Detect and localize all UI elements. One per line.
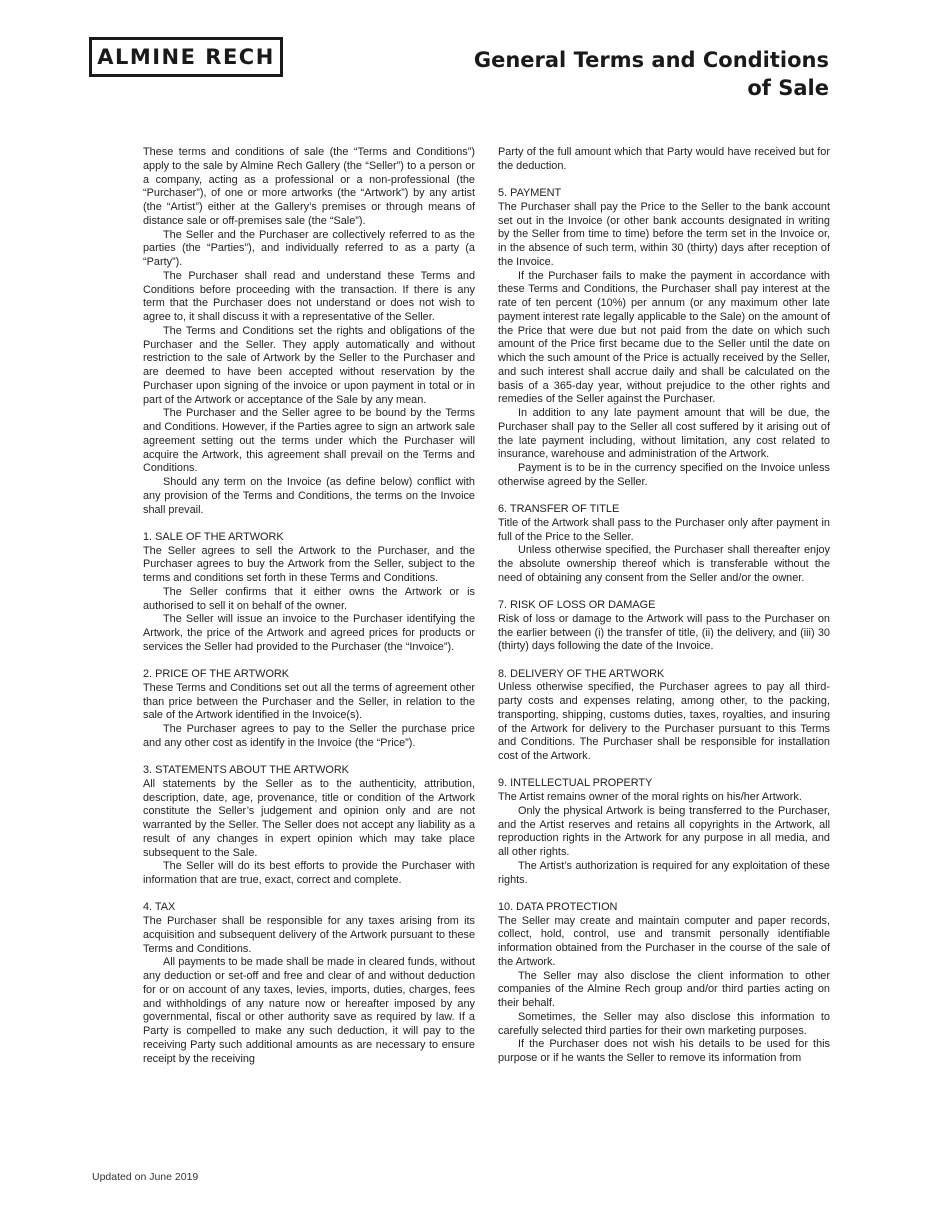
section-paragraph: All payments to be made shall be made in cleared funds, without any deduction or set-off and free and clear of and without deduction for or on account of any taxes, levies, imports, duties, charges, fees and withholdings of any nature now or hereafter imposed by any governmental, fiscal or other authority save as required by law. If a Party is compelled to make any such deduction, it will pay to the receiving Party such additional amounts as are necessary to ensure receipt by the receiving bbox=[143, 956, 475, 1065]
section-paragraph: The Seller may also disclose the client information to other companies of the Almine Rech group and/or third parties acting on their behalf. bbox=[498, 969, 830, 1009]
section-paragraph: The Seller will do its best efforts to provide the Purchaser with information that are true, exact, correct and complete. bbox=[143, 860, 475, 886]
section-paragraph: If the Purchaser fails to make the payment in accordance with these Terms and Conditions, the Purchaser shall pay interest at the rate of ten percent (10%) per annum (or any maximum other late payment interest rate legally applicable to the Sale) on the amount of the Price that were due but not paid from the date on which such amount of the Price first became due to the Seller until the date on which the such amount of the Price is actually received by the Seller, and such interest shall accrue daily and shall be calculated on the basis of a 365-day year, without prejudice to the other rights and remedies of the Seller against the Purchaser. bbox=[498, 269, 830, 406]
intro-paragraph: The Purchaser and the Seller agree to be bound by the Terms and Conditions. However, if the Parties agree to sign an artwork sale agreement setting out the terms under which the Purchaser will acquire the Artwork, this agreement shall prevail on the Terms and Conditions. bbox=[143, 407, 475, 475]
page-title bbox=[474, 46, 829, 102]
section-heading-transfer: 6. TRANSFER OF TITLE bbox=[498, 503, 620, 515]
section-paragraph: Risk of loss or damage to the Artwork will pass to the Purchaser on the earlier between (i) the transfer of title, (ii) the delivery, and (iii) 30 (thirty) days following the date of the Invoice. bbox=[498, 612, 830, 653]
section-paragraph: All statements by the Seller as to the authenticity, attribution, description, date, age, provenance, title or condition of the Artwork constitute the Seller’s judgement and opinion only and are not warranted by the Seller. The Seller does not accept any liability as a result of any changes in expert opinion which may take place subsequent to the Sale. bbox=[143, 777, 475, 859]
section-paragraph: The Artist remains owner of the moral rights on his/her Artwork. bbox=[498, 791, 802, 803]
section-paragraph: In addition to any late payment amount that will be due, the Purchaser shall pay to the Seller all cost suffered by it arising out of the late payment including, without limitation, any cost related to insurance, warehouse and administration of the Artwork. bbox=[498, 407, 830, 461]
section-paragraph: The Seller agrees to sell the Artwork to the Purchaser, and the Purchaser agrees to buy the Artwork from the Seller, subject to the terms and conditions set forth in these Terms and Conditions. bbox=[143, 544, 475, 584]
section-heading-tax: 4. TAX bbox=[143, 901, 176, 914]
footer-updated: Updated on June 2019 bbox=[92, 1171, 199, 1183]
section-heading-ip: 9. INTELLECTUAL PROPERTY bbox=[498, 777, 653, 790]
section-paragraph: The Purchaser shall be responsible for any taxes arising from its acquisition and subsequent delivery of the Artwork pursuant to these Terms and Conditions. bbox=[143, 915, 475, 955]
section-paragraph: If the Purchaser does not wish his details to be used for this purpose or if he wants the Seller to remove its information from bbox=[498, 1038, 830, 1064]
page-title-line-1: General Terms and Conditions bbox=[473, 48, 829, 72]
section-paragraph: The Seller will issue an invoice to the Purchaser identifying the Artwork, the price of the Artwork and agreed prices for products or services the Seller had provided to the Purchaser (the “Invoice”). bbox=[143, 613, 475, 653]
brand-logo: ALMINE RECH bbox=[89, 37, 283, 77]
right-column bbox=[498, 146, 830, 1066]
intro-paragraph: The Purchaser shall read and understand these Terms and Conditions before proceeding with the transaction. If there is any term that the Purchaser does not understand or does not wish to agree to, it shall discuss it with a representative of the Seller. bbox=[143, 269, 475, 323]
section-heading-risk: 7. RISK OF LOSS OR DAMAGE bbox=[498, 599, 656, 611]
section-heading-payment: 5. PAYMENT bbox=[498, 187, 562, 199]
section-paragraph: Unless otherwise specified, the Purchaser shall thereafter enjoy the absolute ownership thereof which is transferable without the need of obtaining any consent from the Seller and/or the owner. bbox=[498, 544, 830, 584]
section-paragraph: Only the physical Artwork is being transferred to the Purchaser, and the Artist reserves and retains all copyrights in the Artwork, all reproduction rights in the Artwork for any purpose in all media, and all other rights. bbox=[498, 804, 830, 858]
page-title-line-2: of Sale bbox=[747, 76, 829, 100]
section-paragraph: Unless otherwise specified, the Purchaser agrees to pay all third-party costs and expenses relating, among other, to the packing, transporting, shipping, customs duties, taxes, royalties, and insuring of the Artwork for delivery to the Purchaser pursuant to this Terms and Conditions. The Purchaser shall be responsible for installation cost of the Artwork. bbox=[498, 681, 830, 762]
section-heading-sale: 1. SALE OF THE ARTWORK bbox=[143, 530, 284, 543]
section-heading-statements: 3. STATEMENTS ABOUT THE ARTWORK bbox=[143, 764, 349, 776]
intro-paragraph: These terms and conditions of sale (the “Terms and Conditions”) apply to the sale by Almine Rech Gallery (the “Seller”) to a person or a company, acting as a professional or a non-professional (the “Purchaser”), of one or more artworks (the “Artwork”) by any artist (the “Artist”) either at the Gallery’s premises or through means of distance sale or off-premises sale (the “Sale”). bbox=[143, 146, 475, 227]
section-paragraph: Title of the Artwork shall pass to the Purchaser only after payment in full of the Price to the Seller. bbox=[498, 516, 830, 543]
section-paragraph: The Purchaser agrees to pay to the Seller the purchase price and any other cost as identify in the Invoice (the “Price”). bbox=[143, 723, 475, 749]
intro-paragraph: Should any term on the Invoice (as define below) conflict with any provision of the Terms and Conditions, the terms on the Invoice shall prevail. bbox=[143, 476, 475, 516]
section-paragraph: The Seller confirms that it either owns the Artwork or is authorised to sell it on behalf of the owner. bbox=[143, 585, 475, 612]
section-paragraph: The Seller may create and maintain computer and paper records, collect, hold, control, use and transmit personally identifiable information obtained from the Purchaser in the course of the sale of the Artwork. bbox=[498, 914, 830, 968]
section-heading-data: 10. DATA PROTECTION bbox=[498, 900, 618, 913]
section-paragraph: These Terms and Conditions set out all the terms of agreement other than price between the Purchaser and the Seller, in relation to the sale of the Artwork identified in the Invoice(s). bbox=[143, 681, 475, 722]
section-paragraph: Party of the full amount which that Party would have received but for the deduction. bbox=[498, 146, 830, 172]
section-paragraph: The Artist’s authorization is required for any exploitation of these rights. bbox=[498, 859, 830, 886]
intro-paragraph: The Terms and Conditions set the rights and obligations of the Purchaser and the Seller. They apply automatically and without restriction to the sale of Artwork by the Seller to the Purchaser and are deemed to have been accepted without reservation by the Purchaser upon signing of the invoice or upon payment in total or in part of the Artwork or acceptance of the Sale by any mean. bbox=[143, 324, 475, 406]
section-paragraph: Sometimes, the Seller may also disclose this information to carefully selected third parties for their own marketing purposes. bbox=[498, 1010, 830, 1037]
section-paragraph: The Purchaser shall pay the Price to the Seller to the bank account set out in the Invoice (or other bank accounts designated in writing by the Seller from time to time) before the term set in the Invoice or, in the absence of such term, within 30 (thirty) days after reception of the Invoice. bbox=[498, 200, 830, 268]
section-paragraph: Payment is to be in the currency specified on the Invoice unless otherwise agreed by the Seller. bbox=[498, 462, 830, 488]
section-heading-delivery: 8. DELIVERY OF THE ARTWORK bbox=[498, 667, 665, 680]
section-heading-price: 2. PRICE OF THE ARTWORK bbox=[143, 668, 290, 680]
intro-paragraph: The Seller and the Purchaser are collectively referred to as the parties (the “Parties”), and individually referred to as a party (a “Party”). bbox=[143, 228, 475, 268]
left-column bbox=[143, 146, 475, 1066]
